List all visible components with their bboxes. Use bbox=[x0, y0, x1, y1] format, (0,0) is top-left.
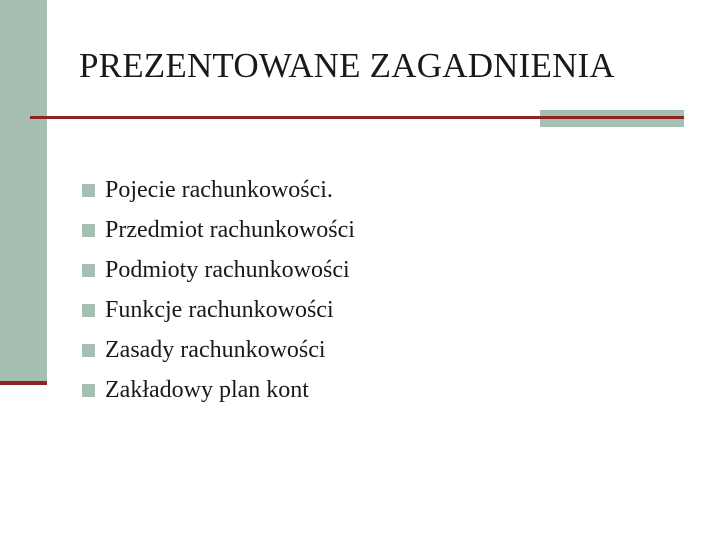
list-item bbox=[82, 250, 355, 290]
list-item bbox=[82, 170, 355, 210]
square-bullet-icon bbox=[82, 184, 95, 197]
list-item bbox=[82, 210, 355, 250]
list-item bbox=[82, 290, 355, 330]
bullet-list bbox=[82, 170, 355, 410]
square-bullet-icon bbox=[82, 224, 95, 237]
list-item-text: Pojecie rachunkowości. bbox=[105, 176, 333, 203]
list-item bbox=[82, 330, 355, 370]
list-item bbox=[82, 370, 355, 410]
left-accent-bar-red-stripe bbox=[0, 381, 47, 385]
list-item-text: Zakładowy plan kont bbox=[105, 376, 309, 403]
list-item-text: Funkcje rachunkowości bbox=[105, 296, 334, 323]
list-item-text: Przedmiot rachunkowości bbox=[105, 216, 355, 243]
square-bullet-icon bbox=[82, 304, 95, 317]
list-item-text: Zasady rachunkowości bbox=[105, 336, 326, 363]
title-underline-green-block bbox=[540, 119, 684, 127]
square-bullet-icon bbox=[82, 344, 95, 357]
square-bullet-icon bbox=[82, 384, 95, 397]
left-accent-bar bbox=[0, 0, 47, 381]
list-item-text: Podmioty rachunkowości bbox=[105, 256, 350, 283]
slide-title: PREZENTOWANE ZAGADNIENIA bbox=[79, 46, 615, 85]
square-bullet-icon bbox=[82, 264, 95, 277]
